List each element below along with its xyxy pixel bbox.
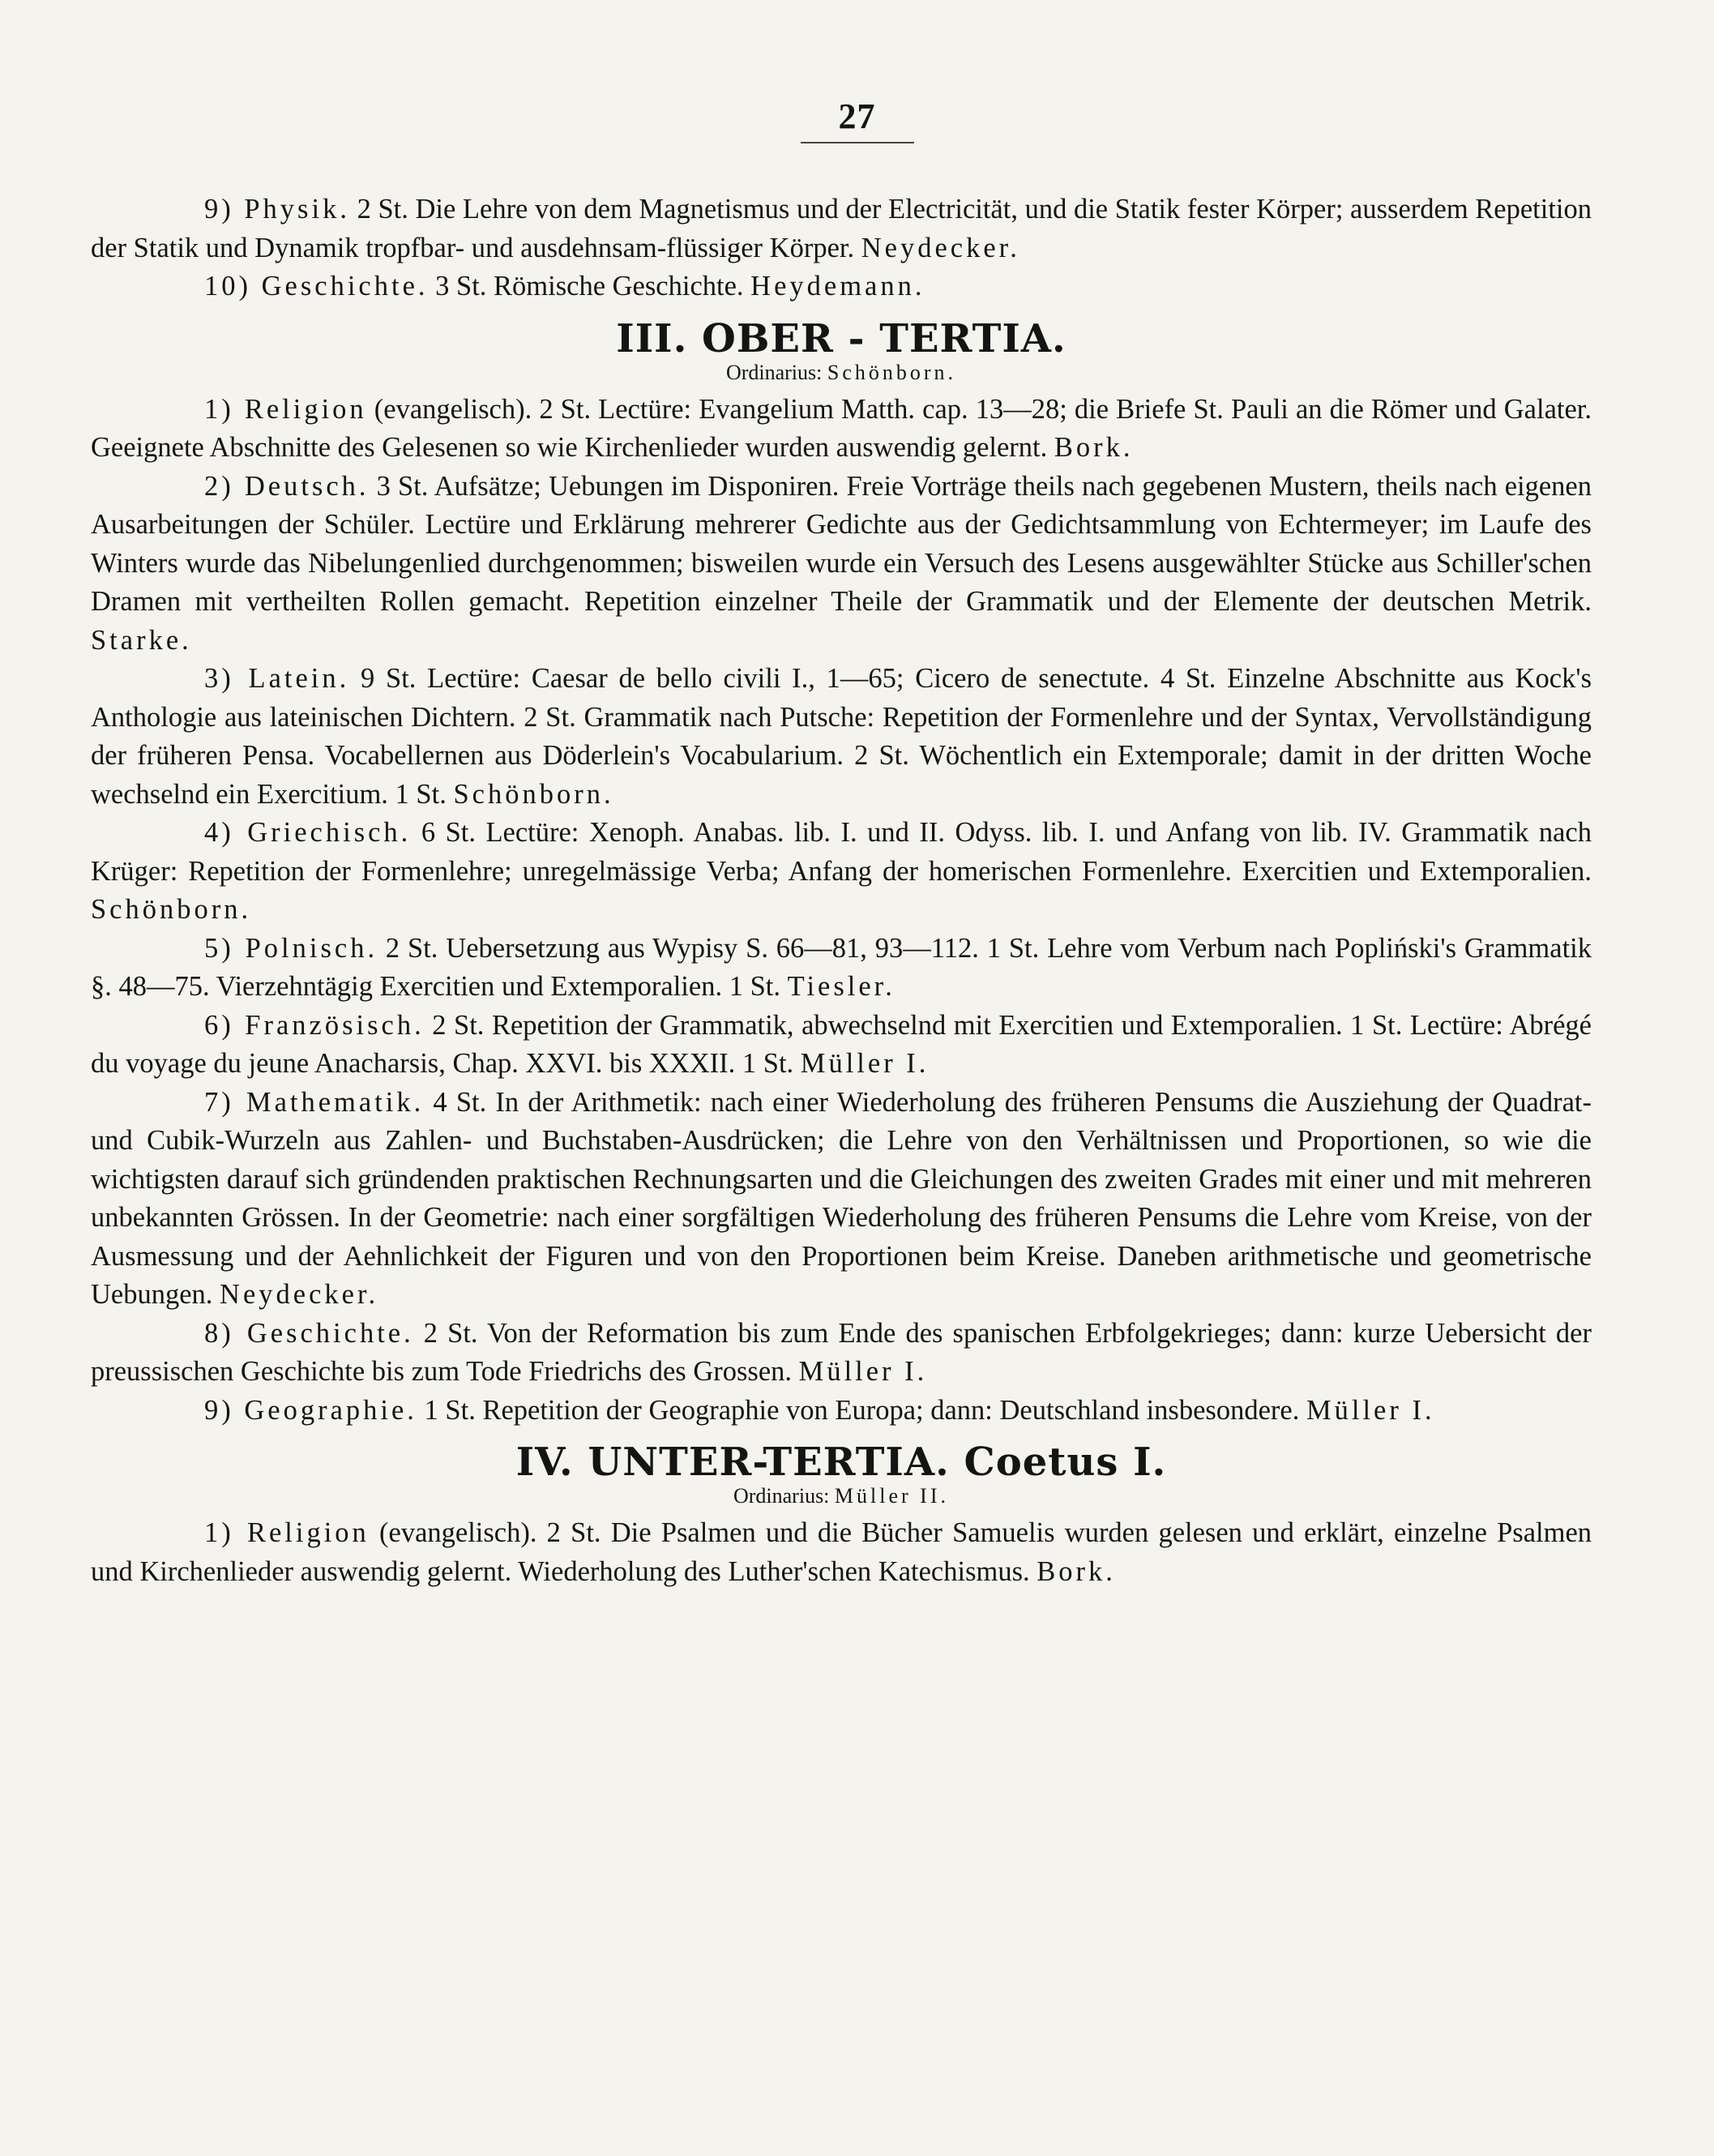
paragraph-text: 2 St. Uebersetzung aus Wypisy S. 66—81, 93—112. 1 St. Lehre vom Verbum nach Popliński's Grammatik §. 48—75. Vierzehntägig Exercitien und Extemporalien. 1 St. bbox=[91, 932, 1592, 1002]
teacher-name: Schönborn. bbox=[453, 778, 614, 810]
paragraph-griechisch bbox=[91, 814, 1592, 930]
ordinarius-line bbox=[91, 1483, 1592, 1509]
ordinarius-name: Müller II. bbox=[834, 1484, 949, 1508]
ordinarius-line bbox=[91, 360, 1592, 386]
paragraph-mathematik bbox=[91, 1084, 1592, 1315]
ordinarius-label: Ordinarius: bbox=[733, 1484, 830, 1508]
paragraph-text: 3 St. Römische Geschichte. bbox=[428, 271, 744, 302]
teacher-name: Starke. bbox=[91, 624, 192, 656]
paragraph-text: (evangelisch). 2 St. Lectüre: Evangelium Matth. cap. 13—28; die Briefe St. Pauli an die Römer und Galater. Geeignete Abschnitte des Gelesenen so wie Kirchenlieder wurden auswendig gelernt. bbox=[91, 393, 1592, 463]
paragraph-geschichte bbox=[91, 267, 1592, 306]
paragraph-religion-unter bbox=[91, 1514, 1592, 1591]
paragraph-text: 3 St. Aufsätze; Uebungen im Disponiren. Freie Vorträge theils nach gegebenen Mustern, theils nach eigenen Ausarbeitungen der Schüler. Lectüre und Erklärung mehrerer Gedichte aus der Gedichtsammlung von Echtermeyer; im Laufe des Winters wurde das Nibelungenlied durchgenommen; bisweilen wurde ein Versuch des Lesens ausgewählter Stücke aus Schiller'schen Dramen mit vertheilten Rollen gemacht. Repetition einzelner Theile der Grammatik und der Elemente der deutschen Metrik. bbox=[91, 470, 1592, 617]
header-rule bbox=[801, 142, 914, 143]
paragraph-polnisch bbox=[91, 930, 1592, 1007]
subject-label: 8) Geschichte. bbox=[204, 1317, 414, 1349]
teacher-name: Bork. bbox=[1037, 1555, 1116, 1587]
teacher-name: Heydemann. bbox=[750, 271, 925, 302]
subject-label: 9) Physik. bbox=[204, 194, 350, 225]
teacher-name: Bork. bbox=[1054, 432, 1134, 463]
subject-label: 4) Griechisch. bbox=[204, 817, 412, 848]
teacher-name: Tiesler. bbox=[787, 971, 895, 1002]
paragraph-text: 1 St. Repetition der Geographie von Europa; dann: Deutschland insbesondere. bbox=[417, 1394, 1300, 1426]
paragraph-text: 2 St. Die Lehre von dem Magnetismus und der Electricität, und die Statik fester Körper; ausserdem Repetition der Statik und Dynamik tropfbar- und ausdehnsam-flüssiger Körper. bbox=[91, 194, 1592, 263]
paragraph-geschichte-2 bbox=[91, 1315, 1592, 1392]
teacher-name: Neydecker. bbox=[220, 1279, 379, 1310]
paragraph-text: 4 St. In der Arithmetik: nach einer Wiederholung des früheren Pensums die Ausziehung der Quadrat- und Cubik-Wurzeln aus Zahlen- und Buchstaben-Ausdrücken; die Lehre von den Verhältnissen und Proportionen, so wie die wichtigsten darauf sich gründenden praktischen Rechnungsarten und die Gleichungen des zweiten Grades mit einer und mit mehreren unbekannten Grössen. In der Geometrie: nach einer sorgfältigen Wiederholung des früheren Pensums die Lehre vom Kreise, von der Ausmessung und der Aehnlichkeit der Figuren und von den Proportionen beim Kreise. Daneben arithmetische und geometrische Uebungen. bbox=[91, 1086, 1592, 1310]
teacher-name: Müller I. bbox=[800, 1048, 930, 1079]
paragraph-text: 6 St. Lectüre: Xenoph. Anabas. lib. I. und II. Odyss. lib. I. und Anfang von lib. IV. Grammatik nach Krüger: Repetition der Formenlehre; unregelmässige Verba; Anfang der homerischen Formenlehre. Exercitien und Extemporalien. bbox=[91, 817, 1592, 887]
page-content bbox=[91, 190, 1592, 1591]
paragraph-geographie bbox=[91, 1392, 1592, 1431]
section-title-unter-tertia: IV. UNTER-TERTIA. Coetus I. bbox=[515, 1439, 1167, 1485]
paragraph-physik bbox=[91, 190, 1592, 267]
subject-label: 3) Latein. bbox=[204, 663, 350, 694]
page-number: 27 bbox=[838, 96, 876, 136]
page-header bbox=[0, 96, 1714, 143]
subject-label: 1) Religion bbox=[204, 393, 367, 425]
teacher-name: Müller I. bbox=[1306, 1394, 1435, 1426]
teacher-name: Neydecker. bbox=[861, 232, 1020, 263]
paragraph-text: 2 St. Von der Reformation bis zum Ende des spanischen Erbfolgekrieges; dann: kurze Uebersicht der preussischen Geschichte bis zum Tode Friedrichs des Grossen. bbox=[91, 1317, 1592, 1387]
paragraph-latein bbox=[91, 660, 1592, 814]
teacher-name: Müller I. bbox=[798, 1356, 928, 1387]
ordinarius-name: Schönborn. bbox=[827, 360, 957, 384]
paragraph-deutsch bbox=[91, 468, 1592, 661]
subject-label: 9) Geographie. bbox=[204, 1394, 417, 1426]
section-title-ober-tertia: III. OBER - TERTIA. bbox=[616, 315, 1066, 361]
subject-label: 6) Französisch. bbox=[204, 1009, 425, 1041]
subject-label: 2) Deutsch. bbox=[204, 470, 370, 502]
ordinarius-label: Ordinarius: bbox=[725, 360, 823, 384]
paragraph-text: (evangelisch). 2 St. Die Psalmen und die Bücher Samuelis wurden gelesen und erklärt, einzelne Psalmen und Kirchenlieder auswendig gelernt. Wiederholung des Luther'schen Katechismus. bbox=[91, 1517, 1592, 1587]
paragraph-franzoesisch bbox=[91, 1007, 1592, 1084]
teacher-name: Schönborn. bbox=[91, 894, 252, 925]
paragraph-religion bbox=[91, 391, 1592, 468]
subject-label: 5) Polnisch. bbox=[204, 932, 378, 964]
subject-label: 7) Mathematik. bbox=[204, 1086, 425, 1118]
paragraph-text: 9 St. Lectüre: Caesar de bello civili I., 1—65; Cicero de senectute. 4 St. Einzelne Abschnitte aus Kock's Anthologie aus lateinischen Dichtern. 2 St. Grammatik nach Putsche: Repetition der Formenlehre und der Syntax, Vervollständigung der früheren Pensa. Vocabellernen aus Döderlein's Vocabularium. 2 St. Wöchentlich ein Extemporale; damit in der dritten Woche wechselnd ein Exercitium. 1 St. bbox=[91, 663, 1592, 810]
paragraph-text: 2 St. Repetition der Grammatik, abwechselnd mit Exercitien und Extemporalien. 1 St. Lectüre: Abrégé du voyage du jeune Anacharsis, Chap. XXVI. bis XXXII. 1 St. bbox=[91, 1009, 1592, 1079]
subject-label: 1) Religion bbox=[204, 1517, 370, 1548]
subject-label: 10) Geschichte. bbox=[204, 271, 429, 302]
